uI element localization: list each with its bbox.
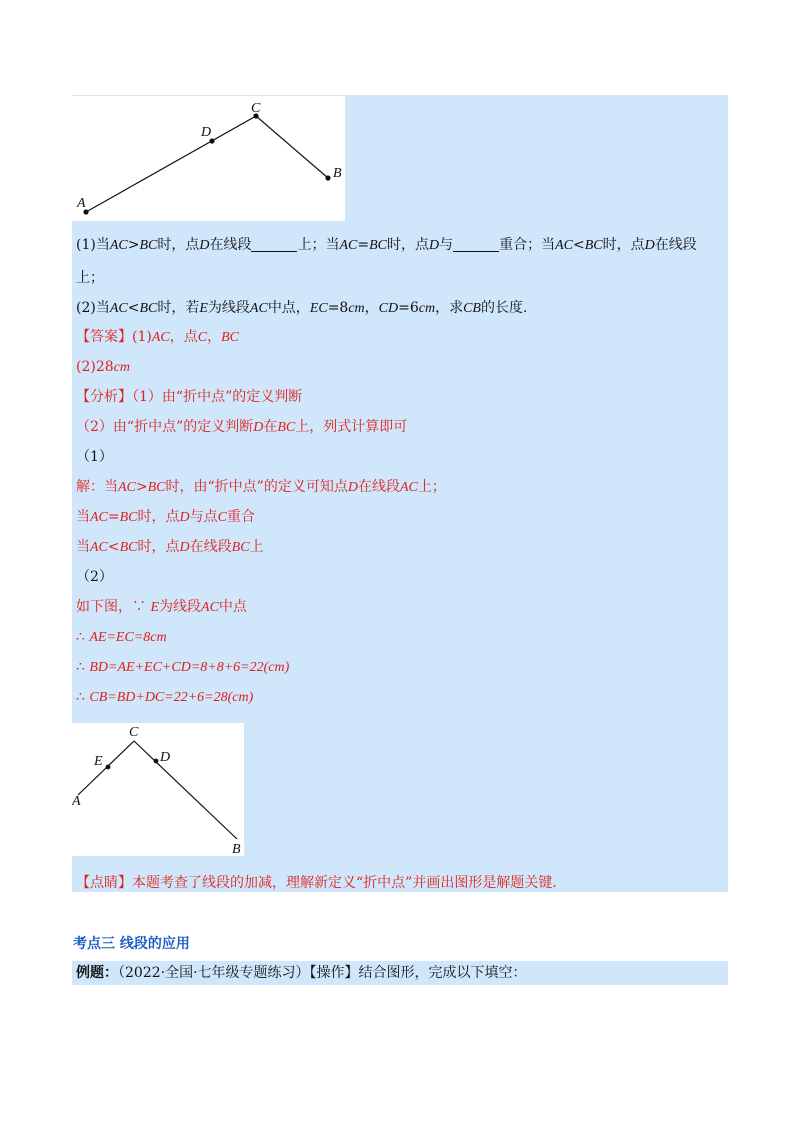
example-line	[76, 963, 527, 983]
label-D: D	[201, 125, 212, 140]
analysis-line-2: （2）由“折中点”的定义判断D在BC上，列式计算即可	[76, 419, 408, 435]
example-text: （2022·全国·七年级专题练习）【操作】结合图形，完成以下填空：	[118, 965, 527, 981]
figure-2-diagram	[72, 723, 244, 856]
question-1: (1)当AC>BC时，点D在线段 上；当AC=BC时，点D与 重合；当AC<BC时，点D在线段	[76, 237, 697, 253]
analysis-line-1: 【分析】（1）由“折中点”的定义判断	[76, 389, 303, 405]
solution-line-6: ∴ BD=AE+EC+CD=8+8+6=22(cm)	[76, 659, 290, 675]
answer-tag: 【答案】	[76, 329, 132, 345]
comment-line: 【点睛】本题考查了线段的加减，理解新定义“折中点”并画出图形是解题关键.	[76, 875, 557, 891]
label-E: E	[94, 754, 103, 769]
label-A: A	[77, 196, 86, 211]
answer-line-2: (2)28cm	[76, 359, 130, 375]
question-2: (2)当AC<BC时，若E为线段AC中点，EC=8cm，CD=6cm，求CB的长度.	[76, 300, 528, 316]
figure-1	[72, 96, 345, 221]
solution-line-1: 解：当AC>BC时，由“折中点”的定义可知点D在线段AC上；	[76, 479, 446, 495]
question-1-cont: 上；	[76, 270, 104, 286]
solution-line-2: 当AC=BC时，点D与点C重合	[76, 509, 255, 525]
figure-2	[72, 723, 244, 856]
analysis-tag: 【分析】	[76, 389, 132, 405]
answer-line-1: 【答案】(1)AC，点C，BC	[76, 329, 239, 345]
solution-label-2: （2）	[76, 569, 113, 585]
solution-line-5: ∴ AE=EC=8cm	[76, 629, 167, 645]
figure-1-diagram	[72, 96, 345, 221]
label-C: C	[251, 101, 261, 116]
label-D: D	[160, 750, 171, 765]
label-B: B	[333, 166, 342, 181]
blank-2	[453, 237, 499, 252]
section-title: 考点三 线段的应用	[73, 936, 190, 952]
label-C: C	[129, 725, 139, 740]
solution-line-3: 当AC<BC时，点D在线段BC上	[76, 539, 264, 555]
solution-line-4: 如下图，∵ E为线段AC中点	[76, 599, 247, 615]
solution-label-1: （1）	[76, 449, 113, 465]
label-A: A	[72, 794, 81, 809]
solution-line-7: ∴ CB=BD+DC=22+6=28(cm)	[76, 689, 254, 705]
blank-1	[251, 237, 297, 252]
example-label: 例题：	[76, 965, 118, 981]
label-B: B	[232, 842, 241, 856]
